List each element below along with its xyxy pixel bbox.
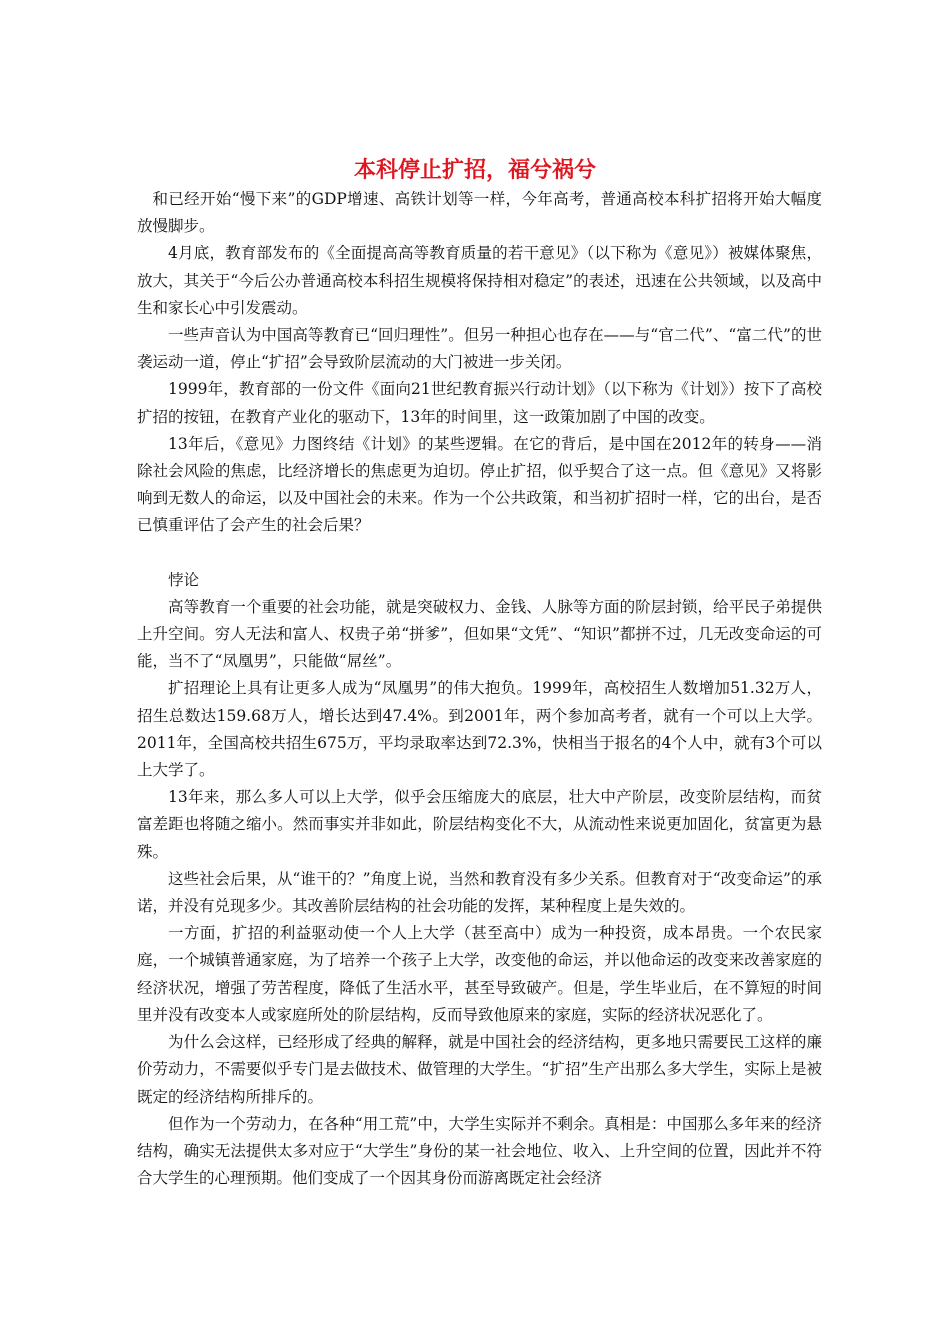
- paragraph: 扩招理论上具有让更多人成为“凤凰男”的伟大抱负。1999年，高校招生人数增加51.32万人，招生总数达159.68万人，增长达到47.4%。到2001年，两个参加高考者，就有一个可以上大学。2011年，全国高校共招生675万，平均录取率达到72.3%，快相当于报名的4个人中，就有3个可以上大学了。: [137, 679, 822, 780]
- paragraph: 13年后，《意见》力图终结《计划》的某些逻辑。在它的背后，是中国在2012年的转身——消除社会风险的焦虑，比经济增长的焦虑更为迫切。停止扩招，似乎契合了这一点。但《意见》又将影响到无数人的命运，以及中国社会的未来。作为一个公共政策，和当初扩招时一样，它的出台，是否已慎重评估了会产生的社会后果？: [137, 434, 822, 535]
- paragraph: 高等教育一个重要的社会功能，就是突破权力、金钱、人脉等方面的阶层封锁，给平民子弟提供上升空间。穷人无法和富人、权贵子弟“拼爹”，但如果“文凭”、“知识”都拼不过，几无改变命运的可能，当不了“凤凰男”，只能做“屌丝”。: [137, 597, 822, 671]
- paragraph: 和已经开始“慢下来”的GDP增速、高铁计划等一样，今年高考，普通高校本科扩招将开始大幅度放慢脚步。: [137, 190, 822, 236]
- paragraph: 这些社会后果，从“谁干的？”角度上说，当然和教育没有多少关系。但教育对于“改变命运”的承诺，并没有兑现多少。其改善阶层结构的社会功能的发挥，某种程度上是失效的。: [137, 869, 822, 916]
- paragraph: 13年来，那么多人可以上大学，似乎会压缩庞大的底层，壮大中产阶层，改变阶层结构，而贫富差距也将随之缩小。然而事实并非如此，阶层结构变化不大，从流动性来说更加固化，贫富更为悬殊。: [137, 788, 822, 861]
- section-heading: 悖论: [168, 570, 200, 589]
- paragraph: 1999年，教育部的一份文件《面向21世纪教育振兴行动计划》（以下称为《计划》）按下了高校扩招的按钮，在教育产业化的驱动下，13年的时间里，这一政策加剧了中国的改变。: [137, 380, 822, 426]
- paragraph: 4月底，教育部发布的《全面提高高等教育质量的若干意见》（以下称为《意见》）被媒体聚焦，放大，其关于“今后公办普通高校本科招生规模将保持相对稳定”的表述，迅速在公共领域，以及高中生和家长心中引发震动。: [137, 244, 822, 317]
- paragraph: 但作为一个劳动力，在各种“用工荒”中，大学生实际并不剩余。真相是：中国那么多年来的经济结构，确实无法提供太多对应于“大学生”身份的某一社会地位、收入、上升空间的位置，因此并不符合大学生的心理预期。他们变成了一个因其身份而游离既定社会经济: [137, 1114, 822, 1188]
- paragraph: 一些声音认为中国高等教育已“回归理性”。但另一种担心也存在——与“官二代”、“富二代”的世袭运动一道，停止“扩招”会导致阶层流动的大门被进一步关闭。: [137, 326, 822, 372]
- paragraph: 一方面，扩招的利益驱动使一个人上大学（甚至高中）成为一种投资，成本昂贵。一个农民家庭，一个城镇普通家庭，为了培养一个孩子上大学，改变他的命运，并以他命运的改变来改善家庭的经济状况，增强了劳苦程度，降低了生活水平，甚至导致破产。但是，学生毕业后，在不算短的时间里并没有改变本人或家庭所处的阶层结构，反而导致他原来的家庭，实际的经济状况恶化了。: [137, 924, 822, 1024]
- article-title: 本科停止扩招，福兮祸兮: [353, 158, 596, 183]
- paragraph: 为什么会这样，已经形成了经典的解释，就是中国社会的经济结构，更多地只需要民工这样的廉价劳动力，不需要似乎专门是去做技术、做管理的大学生。“扩招”生产出那么多大学生，实际上是被既定的经济结构所排斥的。: [137, 1033, 822, 1106]
- article-body: [137, 186, 822, 1192]
